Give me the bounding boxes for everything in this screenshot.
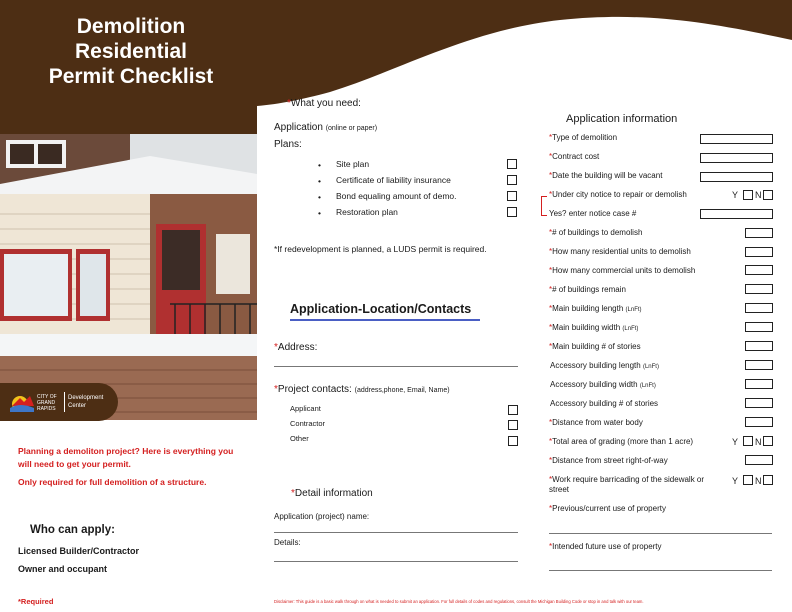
info-input[interactable]	[745, 247, 773, 257]
plan-checkbox[interactable]	[507, 159, 517, 169]
details-input-line[interactable]	[274, 561, 518, 562]
info-input[interactable]	[700, 153, 773, 163]
project-name-label: Application (project) name:	[274, 512, 370, 521]
plan-item-label: Restoration plan	[336, 207, 398, 217]
detail-heading: *Detail information	[291, 488, 373, 499]
logo-divider	[64, 392, 65, 412]
logo-dept-line1: Development	[68, 395, 104, 401]
info-input[interactable]	[700, 209, 773, 219]
info-input[interactable]	[745, 417, 773, 427]
info-field-label: *# of buildings to demolish	[549, 228, 643, 237]
project-name-input-line[interactable]	[274, 532, 518, 533]
title-line-2: Residential	[74, 40, 188, 63]
who-heading: Who can apply:	[30, 524, 115, 536]
plan-item-label: Certificate of liability insurance	[336, 175, 451, 185]
yes-checkbox[interactable]	[743, 190, 753, 200]
info-input[interactable]	[745, 228, 773, 238]
contact-checkbox[interactable]	[508, 436, 518, 446]
plans-label: Plans:	[274, 139, 302, 150]
location-heading-underline	[290, 319, 480, 321]
yes-label: Y	[732, 437, 739, 447]
plan-checkbox[interactable]	[507, 207, 517, 217]
luds-note: *If redevelopment is planned, a LUDS permit is required.	[274, 244, 487, 254]
info-field-label: *Distance from water body	[549, 418, 643, 427]
plan-item-label: Bond equaling amount of demo.	[336, 191, 457, 201]
info-field-label: Accessory building length (LnFt)	[550, 361, 659, 370]
city-logo-icon	[8, 392, 36, 412]
logo-city-name: CITY OF GRAND RAPIDS	[37, 394, 57, 412]
yes-label: Y	[732, 476, 739, 486]
no-label: N	[755, 437, 762, 447]
info-input[interactable]	[700, 134, 773, 144]
intro-text: Planning a demoliton project? Here is everything you will need to get your permit.	[18, 446, 234, 469]
info-input-line[interactable]	[549, 570, 772, 571]
title-line-3: Permit Checklist	[48, 65, 214, 88]
project-contacts-label: *Project contacts: (address,phone, Email, Name)	[274, 384, 450, 395]
plan-checkbox[interactable]	[507, 175, 517, 185]
info-field-label: *Distance from street right-of-way	[549, 456, 668, 465]
notice-bracket	[541, 196, 547, 216]
info-field-label: *Main building length (LnFt)	[549, 304, 642, 313]
yes-checkbox[interactable]	[743, 475, 753, 485]
page-title	[0, 14, 262, 89]
info-input[interactable]	[745, 379, 773, 389]
info-input[interactable]	[745, 455, 773, 465]
contact-label: Other	[290, 434, 309, 443]
title-line-1: Demolition	[76, 15, 186, 38]
info-field-label: Accessory building # of stories	[550, 399, 659, 408]
info-field-label: *Main building # of stories	[549, 342, 641, 351]
contact-label: Contractor	[290, 419, 326, 428]
house-photo	[0, 134, 257, 420]
what-you-need-heading: *What you need:	[287, 98, 361, 109]
info-field-label: *Total area of grading (more than 1 acre)	[549, 437, 694, 446]
plan-checkbox[interactable]	[507, 191, 517, 201]
info-field-label: *Contract cost	[549, 152, 600, 161]
info-field-label: *How many commercial units to demolish	[549, 266, 696, 275]
yes-checkbox[interactable]	[743, 436, 753, 446]
yes-label: Y	[732, 190, 739, 200]
only-required-text: Only required for full demolition of a structure.	[18, 477, 207, 487]
info-input[interactable]	[700, 172, 773, 182]
info-input[interactable]	[745, 303, 773, 313]
info-field-label: *Under city notice to repair or demolish	[549, 190, 687, 199]
info-field-label: Accessory building width (LnFt)	[550, 380, 656, 389]
info-input[interactable]	[745, 265, 773, 275]
info-field-label: *Main building width (LnFt)	[549, 323, 639, 332]
address-label: *Address:	[274, 342, 318, 353]
disclaimer: Disclaimer: This guide is a basic walk through on what is needed to submit an application. For full details of codes and regulations, consult the Michigan Building Code or stop in and talk with our team.	[274, 599, 644, 604]
info-field-label: *Intended future use of property	[549, 542, 662, 551]
info-input-line[interactable]	[549, 533, 772, 534]
logo-dept	[68, 394, 103, 410]
info-field-label: *Work require barricading of the sidewalk or street	[549, 475, 705, 494]
contact-label: Applicant	[290, 404, 321, 413]
info-input[interactable]	[745, 322, 773, 332]
location-heading: Application-Location/Contacts	[290, 302, 472, 316]
contact-checkbox[interactable]	[508, 405, 518, 415]
info-field-label: *Type of demolition	[549, 133, 618, 142]
info-input[interactable]	[745, 284, 773, 294]
no-label: N	[755, 190, 762, 200]
logo-tab	[0, 383, 118, 421]
info-input[interactable]	[745, 398, 773, 408]
info-field-label: *# of buildings remain	[549, 285, 626, 294]
plan-bullet: •	[318, 208, 321, 218]
plan-item-label: Site plan	[336, 159, 370, 169]
address-input-line[interactable]	[274, 366, 518, 367]
application-label: Application (online or paper)	[274, 122, 378, 133]
details-label: Details:	[274, 538, 301, 547]
plan-bullet: •	[318, 160, 321, 170]
required-note: *Required	[18, 597, 54, 606]
info-field-label: *Date the building will be vacant	[549, 171, 663, 180]
who-item: Owner and occupant	[18, 564, 108, 574]
info-input[interactable]	[745, 360, 773, 370]
contact-checkbox[interactable]	[508, 420, 518, 430]
who-item: Licensed Builder/Contractor	[18, 546, 140, 556]
info-field-label: Yes? enter notice case #	[549, 209, 637, 218]
logo-dept-line2: Center	[68, 403, 87, 409]
info-field-label: *Previous/current use of property	[549, 504, 666, 513]
no-label: N	[755, 476, 762, 486]
no-checkbox[interactable]	[763, 475, 773, 485]
info-input[interactable]	[745, 341, 773, 351]
no-checkbox[interactable]	[763, 436, 773, 446]
no-checkbox[interactable]	[763, 190, 773, 200]
application-info-heading: Application information	[566, 113, 678, 125]
plan-bullet: •	[318, 176, 321, 186]
plan-bullet: •	[318, 192, 321, 202]
info-field-label: *How many residential units to demolish	[549, 247, 691, 256]
